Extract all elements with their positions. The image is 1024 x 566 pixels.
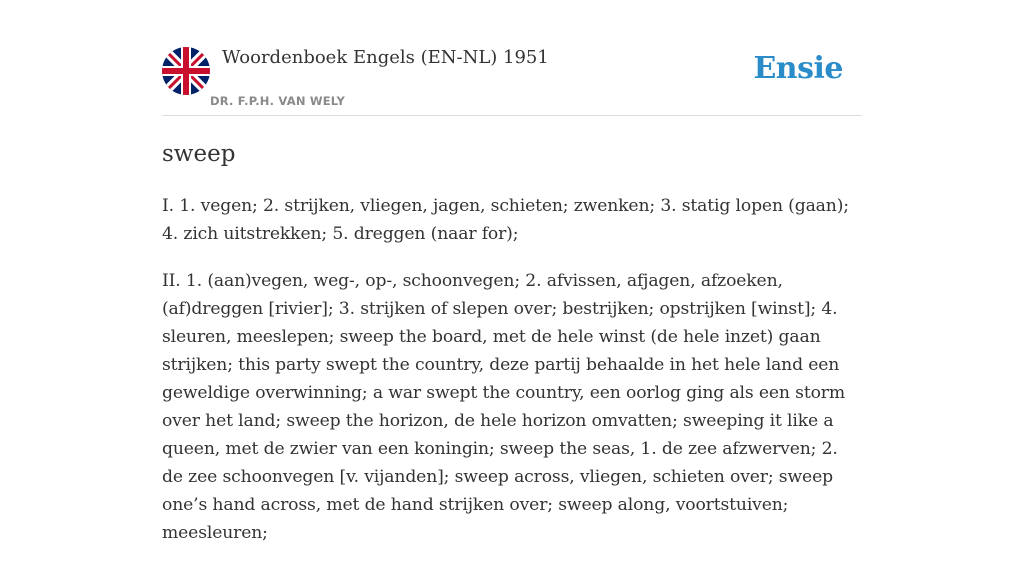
brand-logo[interactable]: Ensie: [753, 51, 843, 86]
author-name: DR. F.P.H. VAN WELY: [210, 94, 346, 108]
headword: sweep: [162, 141, 236, 167]
meaning-1: I. 1. vegen; 2. strijken, vliegen, jagen, schieten; zwenken; 3. statig lopen (gaan); 4. zich uitstrekken; 5. dreggen (naar for);: [162, 196, 849, 244]
entry-content: [162, 192, 862, 566]
meaning-2: II. 1. (aan)vegen, weg-, op-, schoonvegen; 2. afvissen, afjagen, afzoeken, (af)dreggen [rivier]; 3. strijken of slepen over; bestrijken; opstrijken [winst]; 4. sleuren, meeslepen; sweep the board, met de hele winst (de hele inzet) gaan strijken; this party swept the country, deze partij behaalde in het hele land een geweldige overwinning; a war swept the country, een oorlog ging als een storm over het land; sweep the horizon, de hele horizon omvatten; sweeping it like a queen, met de zwier van een koningin; sweep the seas, 1. de zee afzwerven; 2. de zee schoonvegen [v. vijanden]; sweep across, vliegen, schieten over; sweep one’s hand across, met de hand strijken over; sweep along, voortstuiven; meesleuren;: [162, 271, 846, 543]
dictionary-title[interactable]: Woordenboek Engels (EN-NL) 1951: [222, 47, 549, 68]
header-divider: [162, 115, 862, 116]
uk-flag-icon: [162, 47, 210, 95]
